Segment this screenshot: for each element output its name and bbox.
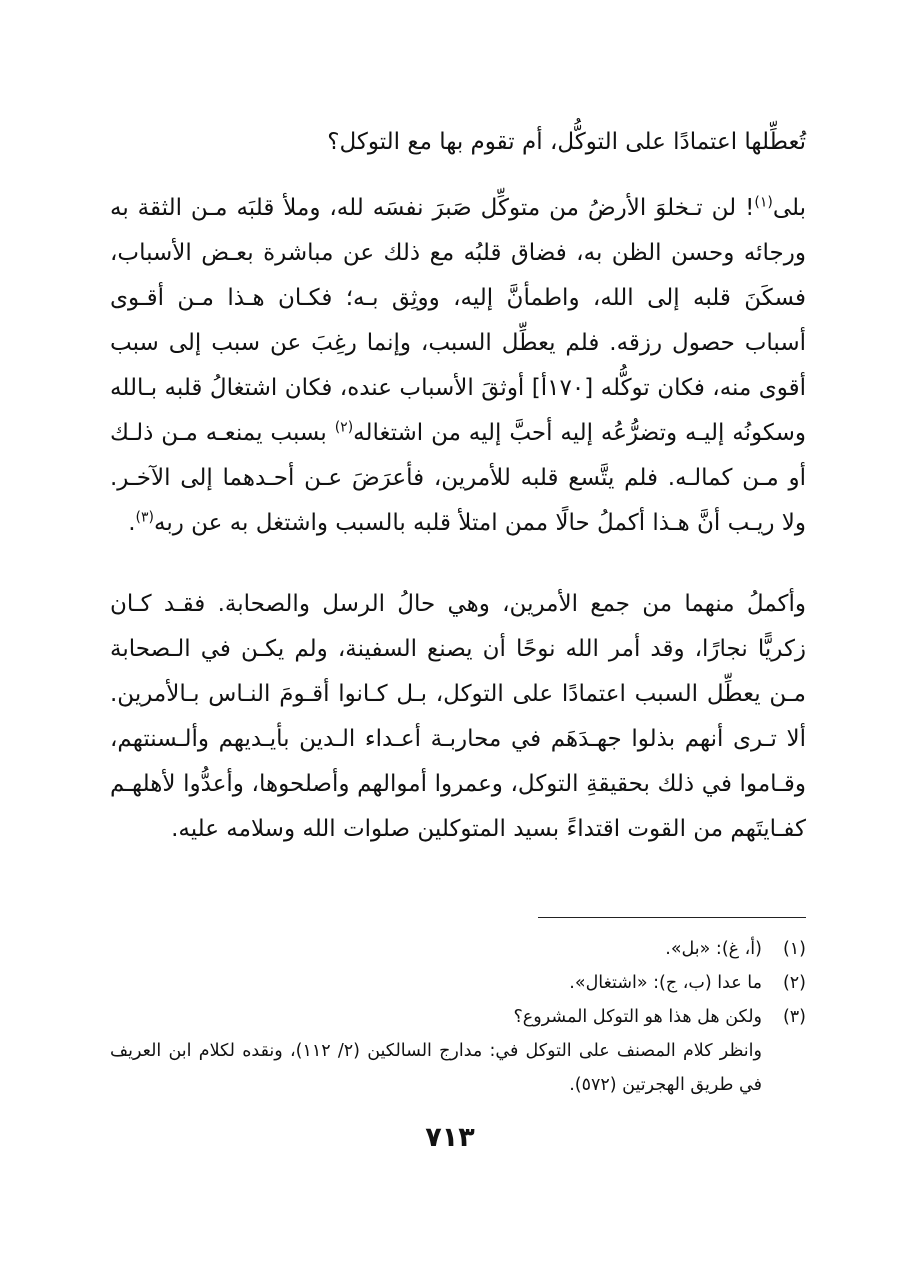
footnote-3 — [110, 1000, 806, 1034]
paragraph-text: وأكملُ منهما من جمع الأمرين، وهي حالُ الرسل والصحابة. فقـد كـان زكريًّا نجارًا، وقد أمر الله نوحًا أن يصنع السفينة، ولم يكـن في الـصحابة مـن يعطِّل السبب اعتمادًا على التوكل، بـل كـانوا أقـومَ النـاس بـالأمرين. ألا تـرى أنهم بذلوا جهـدَهَم في محاربـة أعـداء الـدين بأيـديهم وألـسنتهم، وقـاموا في ذلك بحقيقةِ التوكل، وعمروا أموالهم وأصلحوها، وأعدُّوا لأهلهـم كفـايتَهم من القوت اقتداءً بسيد المتوكلين صلوات الله وسلامه عليه. — [110, 591, 806, 842]
footnote-ref-3[interactable]: (٣) — [135, 509, 155, 526]
page-number: ٧١٣ — [425, 1122, 475, 1153]
paragraph-text: تُعطِّلها اعتمادًا على التوكُّل، أم تقوم بها مع التوكل؟ — [327, 129, 806, 155]
footnote-text: ما عدا (ب، ج): «اشتغال». — [569, 973, 762, 993]
text-segment: بلى — [772, 195, 806, 221]
footnote-2 — [110, 966, 806, 1000]
text-segment: . — [128, 510, 136, 536]
main-paragraph-1 — [110, 120, 806, 165]
footnote-text: (أ، غ): «بل». — [665, 939, 762, 959]
footnote-number: (٣) — [782, 1007, 806, 1027]
footnote-3-continuation: وانظر كلام المصنف على التوكل في: مدارج السالكين (٢/ ١١٢)، ونقده لكلام ابن العريف في طريق الهجرتين (٥٧٢). — [110, 1041, 762, 1095]
text-segment: بسبب يمنعـه مـن ذلـك أو مـن كمالـه. فلم يتَّسع قلبه للأمرين، فأعرَضَ عـن أحـدهما إلى الآخـر. ولا ريـب أنَّ هـذا أكملُ حالًا ممن امتلأ قلبه بالسبب واشتغل به عن ربه — [110, 420, 806, 536]
footnote-ref-2[interactable]: (٢) — [334, 419, 354, 436]
footnotes-section — [110, 932, 806, 1102]
footnote-separator — [538, 917, 806, 918]
footnote-number: (١) — [782, 939, 806, 959]
main-paragraph-2 — [110, 186, 806, 546]
footnote-number: (٢) — [782, 973, 806, 993]
paragraph-text — [110, 186, 806, 546]
main-paragraph-3 — [110, 582, 806, 852]
text-segment: ! لن تـخلوَ الأرضُ من متوكِّل صَبرَ نفسَه لله، وملأ قلبَه مـن الثقة به ورجائه وحسن الظن به، فضاق قلبُه مع ذلك عن مباشرة بعـض الأسباب، فسكَنَ قلبه إلى الله، واطمأنَّ إليه، ووثِق بـه؛ فكـان هـذا مـن أقـوى أسباب حصول رزقه. فلم يعطِّل السبب، وإنما رغِبَ عن سبب إلى سبب أقوى منه، فكان توكُّله [١٧٠أ] أوثقَ الأسباب عنده، فكان اشتغالُ قلبه بـالله وسكونُه إليـه وتضرُّعُه إليه أحبَّ إليه من اشتغاله — [110, 195, 807, 446]
footnote-text: ولكن هل هذا هو التوكل المشروع؟ — [513, 1007, 762, 1027]
footnote-1 — [110, 932, 806, 966]
footnote-ref-1[interactable]: (١) — [754, 194, 773, 211]
